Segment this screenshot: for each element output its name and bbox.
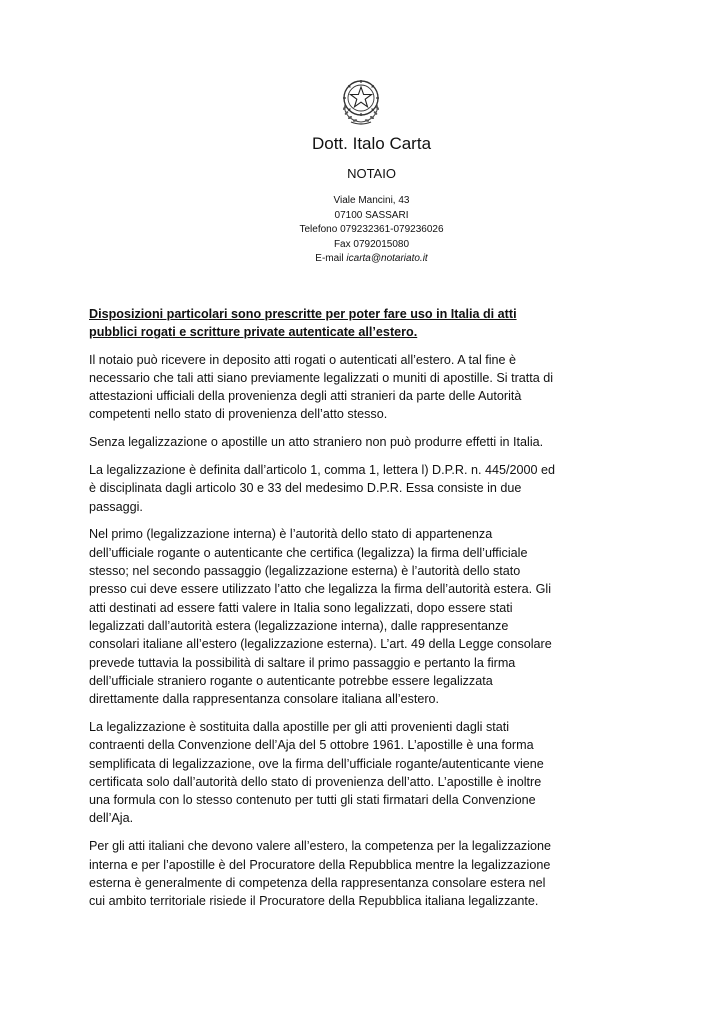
address-city: 07100 SASSARI [334, 209, 409, 221]
email-label: E-mail [315, 253, 347, 264]
paragraph: Nel primo (legalizzazione interna) è l’autorità dello stato di appartenenza dell’ufficiale rogante o autenticante che certifica (legalizza) la firma dell’ufficiale stesso; nel secondo passaggio (legalizzazione esterna) è l’autorità dello stato presso cui deve essere utilizzato l’atto che legalizza la firma dell’autorità estera. Gli atti destinati ad essere fatti valere in Italia sono legalizzati, dopo essere stati legalizzati dall’autorità estera (legalizzazione interna), dalle rappresentanze consolari italiane all’estero (legalizzazione esterna). L’art. 49 della Legge consolare prevede tuttavia la possibilità di saltare il primo passaggio e pertanto la firma dell’ufficiale straniero rogante o autenticante potrebbe essere legalizzata direttamente dalla rappresentanza consolare italiana all’estero. [89, 527, 552, 707]
email-line [9, 252, 725, 267]
document-body [89, 305, 559, 920]
letterhead [0, 74, 725, 267]
phone-number: Telefono 079232361-079236026 [299, 224, 444, 235]
address-street: Viale Mancini, 43 [333, 195, 410, 206]
italian-republic-emblem-icon [337, 74, 385, 126]
paragraph: Il notaio può ricevere in deposito atti rogati o autenticati all’estero. A tal fine è necessario che tali atti siano previamente legalizzati o muniti di apostille. Si tratta di attestazioni ufficiali della provenienza degli atti stranieri da parte delle Autorità competenti nello stato di provenienza dell’atto stesso. [89, 352, 554, 422]
paragraph: La legalizzazione è definita dall’articolo 1, comma 1, lettera l) D.P.R. n. 445/2000 ed è disciplinata dagli articolo 30 e 33 del medesimo D.P.R. Essa consiste in due passaggi. [89, 463, 556, 514]
contact-block [9, 194, 725, 267]
email-address: icarta@notariato.it [346, 253, 428, 264]
paragraph: La legalizzazione è sostituita dalla apostille per gli atti provenienti dagli stati contraenti della Convenzione dell’Aja del 5 ottobre 1961. L’apostille è una forma semplificata di legalizzazione, ove la firma dell’ufficiale rogante/autenticante viene certificata solo dall’autorità dello stato di provenienza dell’atto. L’apostille è inoltre una formula con lo stesso contenuto per tutti gli stati firmatari della Convenzione dell’Aja. [89, 719, 544, 826]
notary-name: Dott. Italo Carta [311, 134, 432, 153]
paragraph: Senza legalizzazione o apostille un atto straniero non può produrre effetti in Italia. [89, 435, 544, 450]
fax-number: Fax 0792015080 [333, 238, 410, 250]
notary-title: NOTAIO [347, 166, 396, 181]
paragraph: Per gli atti italiani che devono valere all’estero, la competenza per la legalizzazione interna e per l’apostille è del Procuratore della Repubblica mentre la legalizzazione esterna è generalmente di competenza della rappresentanza consolare estera nel cui ambito territoriale risiede il Procuratore della Repubblica italiana legalizzante. [89, 839, 552, 909]
document-heading: Disposizioni particolari sono prescritte per poter fare uso in Italia di atti pubblici rogati e scritture private autenticate all’estero. [89, 307, 517, 340]
